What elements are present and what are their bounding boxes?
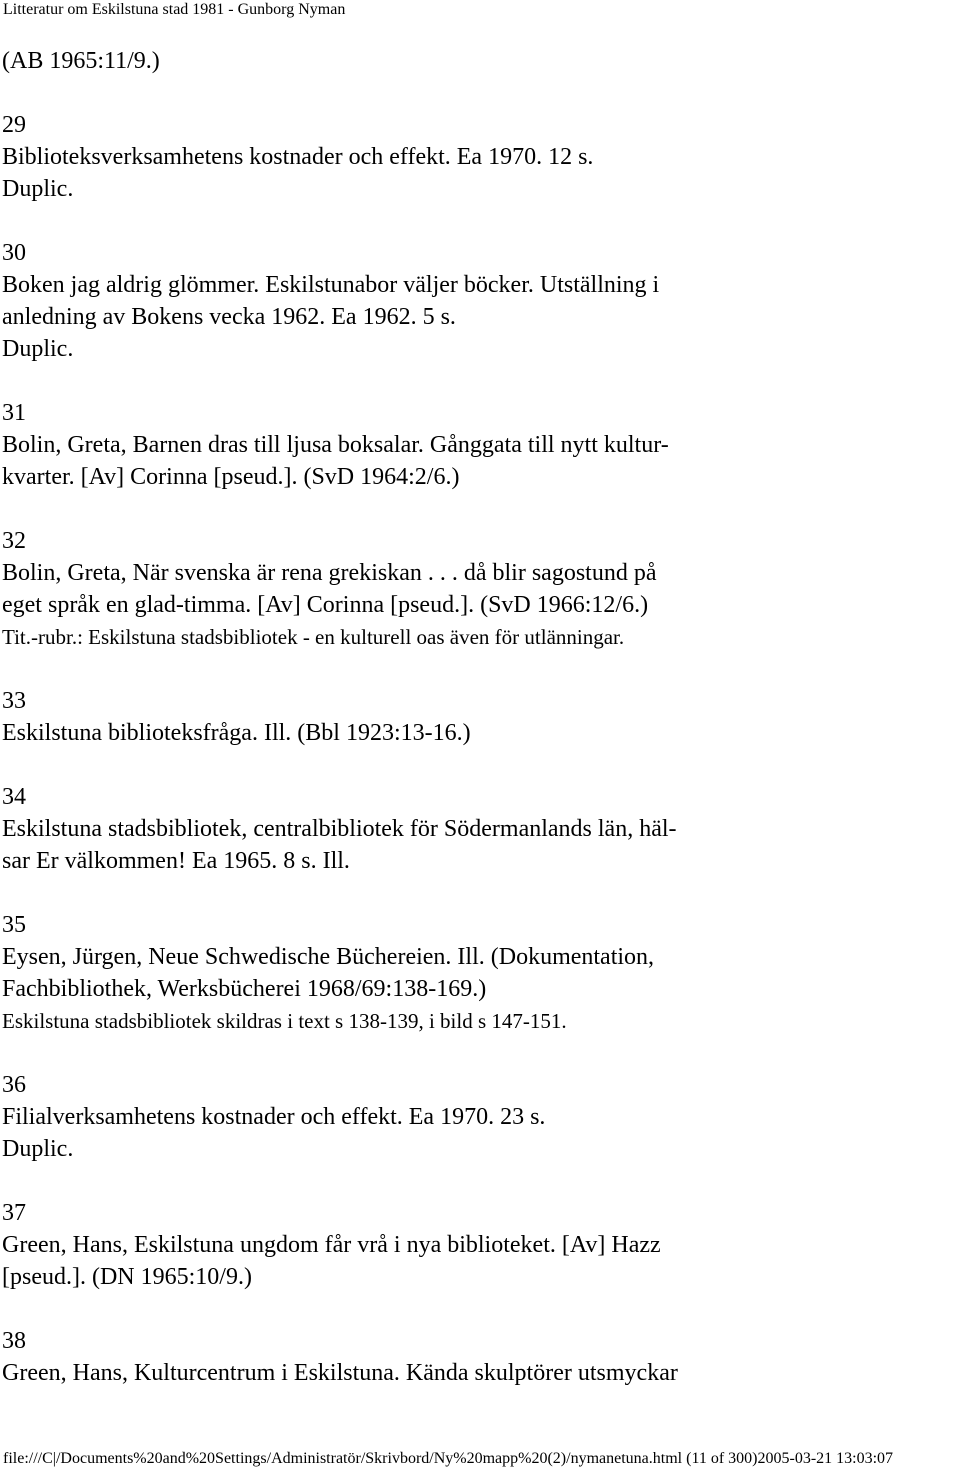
entry-number: 38: [2, 1328, 26, 1354]
entry-note: Tit.-rubr.: Eskilstuna stadsbibliotek - en kulturell oas även för utlänningar.: [2, 625, 625, 649]
entry-spacer: [2, 205, 952, 237]
bibliography-entry: [2, 237, 952, 365]
entry-text-line: Fachbibliothek, Werksbücherei 1968/69:138-169.): [2, 976, 487, 1002]
bibliography-entry: [2, 1325, 952, 1389]
bibliography-entry: [2, 397, 952, 493]
entry-note: Eskilstuna stadsbibliotek skildras i text s 138-139, i bild s 147-151.: [2, 1009, 567, 1033]
page-footer-path: file:///C|/Documents%20and%20Settings/Administratör/Skrivbord/Ny%20mapp%20(2)/nymanetuna.html (11 of 300)2005-03-21 13:03:07: [3, 1450, 894, 1467]
entry-number: 30: [2, 240, 26, 266]
entry-text-line: sar Er välkommen! Ea 1965. 8 s. Ill.: [2, 848, 350, 874]
entry-text-line: (AB 1965:11/9.): [2, 48, 160, 74]
entry-text-line: kvarter. [Av] Corinna [pseud.]. (SvD 1964:2/6.): [2, 464, 460, 490]
entry-spacer: [2, 77, 952, 109]
entry-text-line: Eskilstuna stadsbibliotek, centralbibliotek för Södermanlands län, häl-: [2, 816, 677, 842]
entry-text-line: Eskilstuna biblioteksfråga. Ill. (Bbl 1923:13-16.): [2, 720, 471, 746]
entry-text-line: Duplic.: [2, 176, 74, 202]
entry-text-line: Bolin, Greta, Barnen dras till ljusa boksalar. Gånggata till nytt kultur-: [2, 432, 669, 458]
entry-number: 36: [2, 1072, 26, 1098]
entry-number: 29: [2, 112, 26, 138]
entry-text-line: Filialverksamhetens kostnader och effekt. Ea 1970. 23 s.: [2, 1104, 546, 1130]
entry-spacer: [2, 1037, 952, 1069]
entry-number: 32: [2, 528, 26, 554]
entry-text-line: Green, Hans, Kulturcentrum i Eskilstuna. Kända skulptörer utsmyckar: [2, 1360, 678, 1386]
bibliography-entry: [2, 685, 952, 749]
entry-text-line: anledning av Bokens vecka 1962. Ea 1962. 5 s.: [2, 304, 456, 330]
entry-text-line: Green, Hans, Eskilstuna ungdom får vrå i nya biblioteket. [Av] Hazz: [2, 1232, 661, 1258]
entry-spacer: [2, 877, 952, 909]
entry-text-line: Duplic.: [2, 1136, 74, 1162]
entry-number: 37: [2, 1200, 26, 1226]
bibliography-entry: [2, 45, 952, 77]
entry-number: 31: [2, 400, 26, 426]
bibliography-entry: [2, 781, 952, 877]
entry-spacer: [2, 365, 952, 397]
entry-spacer: [2, 1165, 952, 1197]
entry-text-line: eget språk en glad-timma. [Av] Corinna [pseud.]. (SvD 1966:12/6.): [2, 592, 649, 618]
entry-spacer: [2, 749, 952, 781]
bibliography-entry: [2, 525, 952, 653]
bibliography-entry: [2, 909, 952, 1037]
entry-text-line: [pseud.]. (DN 1965:10/9.): [2, 1264, 252, 1290]
entry-spacer: [2, 653, 952, 685]
entry-number: 33: [2, 688, 26, 714]
entry-spacer: [2, 1293, 952, 1325]
bibliography-list: [2, 45, 952, 1389]
entry-number: 35: [2, 912, 26, 938]
entry-text-line: Duplic.: [2, 336, 74, 362]
bibliography-entry: [2, 1197, 952, 1293]
entry-text-line: Boken jag aldrig glömmer. Eskilstunabor väljer böcker. Utställning i: [2, 272, 660, 298]
entry-text-line: Bolin, Greta, När svenska är rena grekiskan . . . då blir sagostund på: [2, 560, 657, 586]
bibliography-entry: [2, 109, 952, 205]
page-header-title: Litteratur om Eskilstuna stad 1981 - Gunborg Nyman: [3, 1, 346, 18]
entry-text-line: Eysen, Jürgen, Neue Schwedische Büchereien. Ill. (Dokumentation,: [2, 944, 655, 970]
entry-number: 34: [2, 784, 26, 810]
entry-text-line: Biblioteksverksamhetens kostnader och effekt. Ea 1970. 12 s.: [2, 144, 594, 170]
entry-spacer: [2, 493, 952, 525]
bibliography-entry: [2, 1069, 952, 1165]
